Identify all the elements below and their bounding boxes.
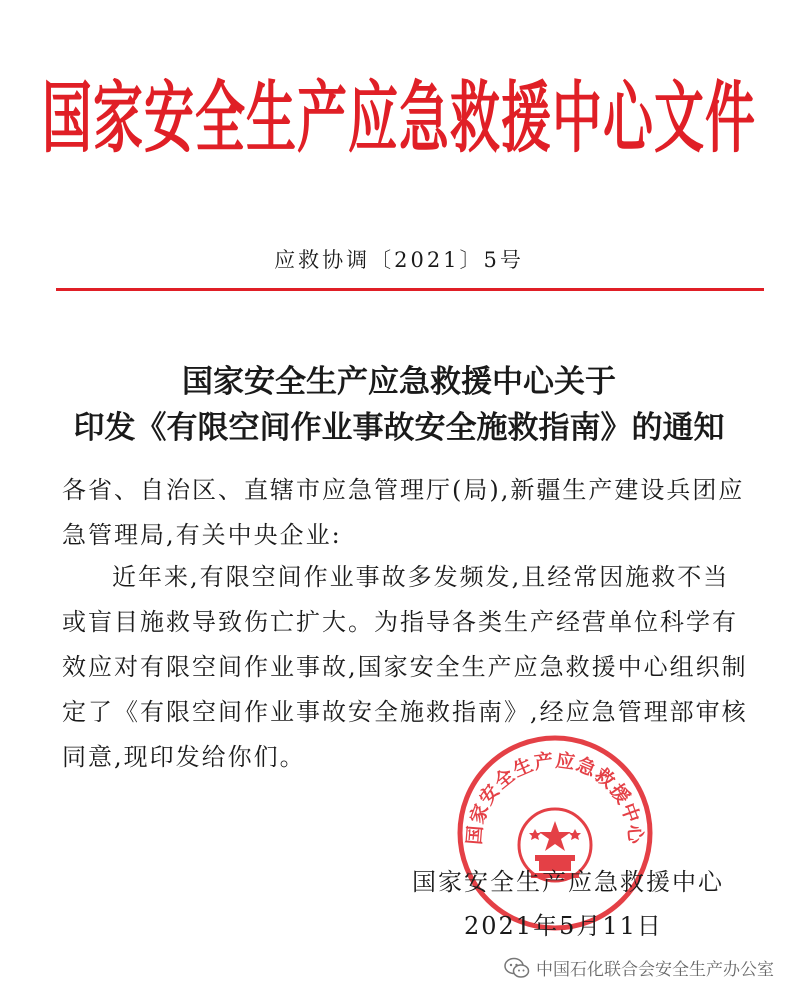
official-seal [455,733,655,933]
addressee-paragraph: 各省、自治区、直辖市应急管理厅(局),新疆生产建设兵团应急管理局,有关中央企业: [62,476,745,549]
watermark-text: 中国石化联合会安全生产办公室 [536,960,774,980]
header-divider [56,288,764,291]
wechat-icon [504,957,530,979]
signature-date: 2021年5月11日 [464,912,663,940]
signature-organization: 国家安全生产应急救援中心 [412,868,724,896]
notice-title-line1: 国家安全生产应急救援中心关于 [182,364,616,400]
document-number: 应救协调〔2021〕5号 [274,248,524,272]
watermark [504,955,774,980]
body-paragraph: 近年来,有限空间作业事故多发频发,且经常因施救不当或盲目施救导致伤亡扩大。为指导各类生产经营单位科学有效应对有限空间作业事故,国家安全生产应急救援中心组织制定了《有限空间作业事故安全施救指南》,经应急管理部审核同意,现印发给你们。 [62,563,748,771]
document-header-title: 国家安全生产应急救援中心文件 [42,71,756,163]
seal-text: 国家安全生产应急救援中心 [463,749,647,846]
notice-title-line2: 印发《有限空间作业事故安全施救指南》的通知 [73,410,725,446]
